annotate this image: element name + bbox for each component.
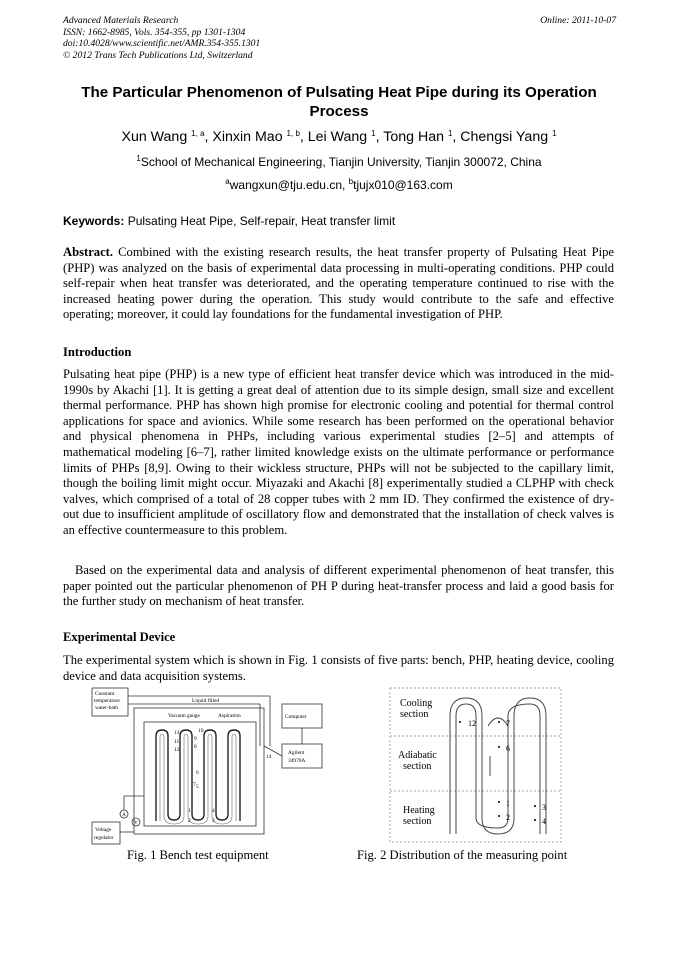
- fig1-number: 13: [174, 730, 180, 736]
- affiliation: [58, 154, 620, 169]
- email-link[interactable]: wangxun@tju.edu.cn,: [229, 178, 346, 192]
- fig2-section-label: section: [400, 709, 429, 720]
- fig1-number: 7: [193, 782, 196, 788]
- keywords-label: Keywords:: [63, 214, 125, 228]
- fig1-number: 3: [212, 818, 215, 824]
- intro-paragraph-1: Pulsating heat pipe (PHP) is a new type of efficient heat transfer device which was introduced in the mid-1990s by Akachi [1]. It is getting a great deal of attention due to its simple design, small size and excellent thermal performance. PHP has shown high promise for electronic cooling and potential for thermal control applications for space and avionics. While some research has been performed on the operational behavior and physical phenomena in PHPs, including various experimental studies [2–5] and attempts of mathematical modeling [6–7], rather limited knowledge exists on the ultimate performance or performance limits of PHPs [8,9]. Owing to their wickless structure, PHPs will not be subjected to the capillary limit, though the boiling limit might occur. Miyazaki and Akachi [8] experimentally studied a CLPHP with check valves, which comprised of a total of 28 copper tubes with 2 mm ID. They confirmed the existence of dry-out due to insufficient amplitude of oscillatory flow and demonstrated that the installation of check valves is an effective countermeasure to this problem.: [63, 367, 614, 537]
- fig2-point-label: 2: [506, 813, 510, 822]
- author: Tong Han: [383, 129, 444, 145]
- fig1-ammeter-label: A: [122, 812, 126, 818]
- fig2-point-marker: [498, 746, 500, 748]
- author: Xinxin Mao: [212, 129, 283, 145]
- email-link[interactable]: tjujx010@163.com: [353, 178, 453, 192]
- abstract: [63, 245, 614, 323]
- fig2-point-marker: [534, 805, 536, 807]
- fig1-number: 9: [194, 736, 197, 742]
- fig1-bath-label: temperature: [94, 698, 120, 704]
- fig1-number: 1: [188, 808, 191, 814]
- figure-2-caption: Fig. 2 Distribution of the measuring point: [357, 848, 568, 862]
- fig1-vacuum-label: Vacuum gauge: [168, 713, 200, 719]
- abstract-text: Combined with the existing research results, the heat transfer property of Pulsating Heat Pipe (PHP) was analyzed on the basis of experimental data processing in multi-operating conditions. PHP could self-repair when heat transfer was deteriorated, and the operating temperature continued to rise with the increased heating power during the operation. This study would contribute to the safe and effective operating; moreover, it could lay foundations for the fundamental investigation of PHP.: [63, 245, 614, 322]
- section-heading-experimental: Experimental Device: [63, 630, 176, 644]
- fig1-number: 4: [212, 808, 215, 814]
- fig1-number: 11: [174, 739, 180, 745]
- paper-title: The Particular Phenomenon of Pulsating Heat Pipe during its Operation Process: [81, 84, 597, 120]
- fig2-point-label: 6: [506, 744, 510, 753]
- fig1-bath-label: water-bath: [95, 705, 118, 711]
- fig1-number: 12: [174, 747, 180, 753]
- doi: doi:10.4028/www.scientific.net/AMR.354-355.1301: [63, 38, 261, 50]
- author-sup: 1: [552, 129, 557, 138]
- journal-header: [63, 15, 260, 61]
- fig2-point-label: 12: [468, 719, 476, 728]
- author-list: Xun Wang $^{1, a}$, Xinxin Mao $^{1, b}$, Lei Wang $^1$, Tong Han $^1$, Chengsi Yang $^1$: [121, 129, 557, 145]
- section-heading-introduction: Introduction: [63, 345, 132, 359]
- fig1-bath-label: Constant: [95, 691, 115, 697]
- experimental-paragraph-1: The experimental system which is shown in Fig. 1 consists of five parts: bench, PHP, heating device, cooling device and data acquisition systems.: [63, 653, 614, 683]
- figure-1-bench: [90, 686, 330, 846]
- fig2-section-label: Cooling: [400, 698, 433, 709]
- fig2-section-label: section: [403, 761, 432, 772]
- fig1-number: 8: [194, 744, 197, 750]
- author: Lei Wang: [307, 129, 368, 145]
- affiliation-text: School of Mechanical Engineering, Tianjin University, Tianjin 300072, China: [140, 155, 542, 169]
- author-sup: 1: [447, 129, 453, 138]
- fig2-point-marker: [498, 801, 500, 803]
- copyright: © 2012 Trans Tech Publications Ltd, Switzerland: [63, 49, 253, 61]
- fig1-aspiration-label: Aspiration: [218, 713, 241, 719]
- fig1-agilent-label: 34970A: [288, 758, 306, 764]
- affiliation-sup: 1: [136, 154, 141, 163]
- fig2-point-marker: [534, 819, 536, 821]
- fig1-number: 14: [266, 754, 272, 760]
- fig2-section-label: section: [403, 816, 432, 827]
- fig1-number: 2: [188, 818, 191, 824]
- fig2-point-marker: [459, 721, 461, 723]
- intro-paragraph-2: Based on the experimental data and analysis of different experimental phenomenon of heat transfer, this paper pointed out the particular phenomenon of PH P during heat-transfer process and laid a good basis for the further study on mechanism of heat transfer.: [63, 563, 614, 609]
- fig1-number: 5: [196, 784, 199, 790]
- keywords: [63, 214, 395, 228]
- email-sup: a: [225, 177, 230, 186]
- fig1-voltmeter-label: V: [134, 820, 138, 826]
- fig2-point-marker: [498, 815, 500, 817]
- author-sup: 1, b: [286, 129, 300, 138]
- figure-2-measuring-points: [388, 686, 564, 846]
- fig2-point-label: 4: [542, 817, 546, 826]
- fig2-point-label: 7: [506, 719, 510, 728]
- email-sup: b: [348, 177, 354, 186]
- fig1-regulator-label: Voltage: [95, 827, 112, 833]
- author-sup: 1: [371, 129, 376, 138]
- figure-1-caption: Fig. 1 Bench test equipment: [127, 848, 269, 862]
- fig2-point-label: 1: [506, 799, 510, 808]
- author-sup: 1, a: [191, 129, 205, 138]
- fig2-point-label: 3: [542, 803, 546, 812]
- fig1-number: 10: [198, 728, 204, 734]
- fig1-liquid-label: Liquid filled: [192, 698, 220, 704]
- journal-name: Advanced Materials Research: [63, 15, 179, 26]
- keywords-text: Pulsating Heat Pipe, Self-repair, Heat transfer limit: [127, 214, 396, 228]
- fig1-computer-label: Computer: [285, 714, 307, 720]
- fig2-section-label: Heating: [403, 805, 435, 816]
- fig2-section-label: Adiabatic: [398, 750, 437, 761]
- fig1-number: 6: [196, 770, 199, 776]
- fig1-regulator-label: regulator: [94, 835, 114, 841]
- emails: [58, 177, 620, 192]
- abstract-label: Abstract.: [63, 245, 114, 259]
- author: Chengsi Yang: [460, 129, 549, 145]
- online-date: Online: 2011-10-07: [540, 15, 616, 26]
- fig2-point-marker: [498, 721, 500, 723]
- issn: ISSN: 1662-8985, Vols. 354-355, pp 1301-1304: [63, 26, 246, 38]
- fig1-agilent-label: Agilent: [288, 750, 305, 756]
- author: Xun Wang: [121, 129, 188, 145]
